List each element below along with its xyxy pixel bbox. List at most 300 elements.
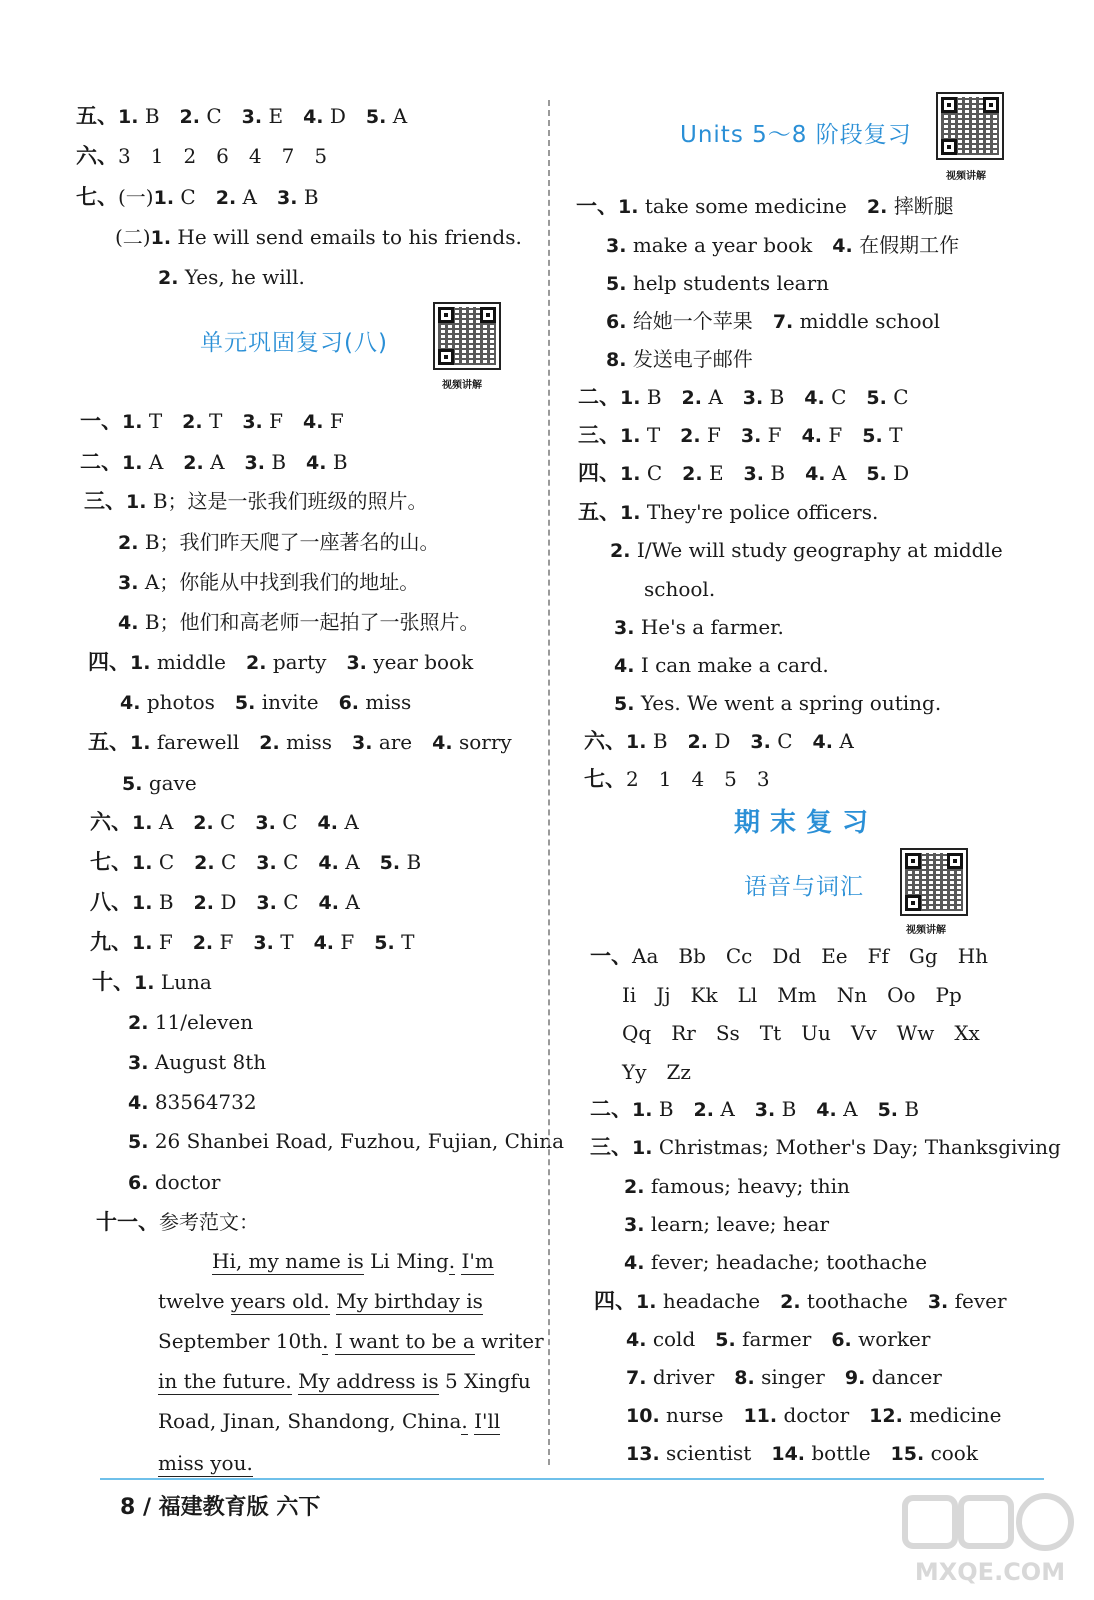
- question-number: 3.: [606, 235, 627, 257]
- answer-text: 11/eleven: [154, 1010, 254, 1034]
- answer-text: doctor: [783, 1403, 850, 1427]
- answer-text: famous; heavy; thin: [650, 1174, 850, 1198]
- answer-text: F: [828, 423, 843, 447]
- answer-line: [614, 614, 784, 641]
- answer-text: He's a farmer.: [640, 615, 784, 639]
- question-number: 4.: [303, 411, 324, 433]
- answer-text: T: [148, 409, 163, 433]
- question-number: 1.: [130, 652, 151, 674]
- watermark-text: MXQE.COM: [914, 1558, 1066, 1586]
- question-number: 3.: [740, 425, 762, 447]
- answer-line: [626, 1326, 930, 1353]
- answer-text: 在假期工作: [859, 233, 960, 257]
- answer-text: C: [282, 810, 298, 834]
- answer-text: D: [329, 104, 346, 128]
- question-number: 3.: [352, 732, 373, 754]
- qr-code-icon[interactable]: [900, 848, 968, 916]
- question-number: 1.: [126, 491, 147, 513]
- answer-line: [614, 652, 829, 679]
- question-number: 1.: [132, 892, 153, 914]
- question-number: 5.: [862, 425, 883, 447]
- essay-line: Road, Jinan, Shandong, China. I'll: [158, 1409, 501, 1433]
- section-number: 八、: [90, 890, 132, 914]
- answer-text: miss: [365, 690, 412, 714]
- essay-line: twelve years old. My birthday is: [158, 1289, 483, 1313]
- question-number: 6.: [338, 692, 360, 714]
- answer-text: T: [889, 423, 903, 447]
- qr-caption: 视频讲解: [442, 380, 482, 391]
- answer-text: Qq Rr Ss Tt Uu Vv Ww Xx: [622, 1021, 980, 1045]
- answer-line: [80, 408, 344, 435]
- question-number: 5.: [365, 106, 387, 128]
- watermark-logo: [895, 1490, 1085, 1590]
- question-number: 1.: [122, 411, 143, 433]
- answer-text: B: [646, 385, 662, 409]
- question-number: 5.: [122, 773, 143, 795]
- answer-text: driver: [652, 1365, 715, 1389]
- answer-text: A: [242, 185, 257, 209]
- answer-text: cook: [930, 1441, 978, 1465]
- answer-line: [622, 982, 962, 1008]
- answer-text: Yy Zz: [622, 1060, 691, 1084]
- question-number: 4.: [626, 1329, 647, 1351]
- footer-rule: [100, 1478, 1044, 1480]
- question-number: 4.: [120, 692, 141, 714]
- question-number: 4.: [318, 852, 339, 874]
- subsection-heading: 语音与词汇: [744, 874, 864, 900]
- answer-line: [584, 766, 770, 792]
- answer-text: I/We will study geography at middle: [636, 538, 1003, 562]
- section-number: 七、: [76, 185, 118, 209]
- qr-caption: 视频讲解: [946, 171, 986, 182]
- section-number: 七、: [584, 767, 626, 791]
- question-number: 2.: [193, 892, 214, 914]
- section-number: 四、: [578, 461, 620, 485]
- column-divider: [548, 100, 550, 1465]
- answer-text: D: [714, 729, 731, 753]
- answer-line: [594, 1288, 1007, 1315]
- answer-text: year book: [373, 650, 474, 674]
- answer-line: [158, 264, 305, 291]
- answer-text: Yes, he will.: [184, 265, 305, 289]
- answer-text: I can make a card.: [640, 653, 829, 677]
- answer-line: [606, 270, 829, 297]
- answer-text: (一): [118, 185, 154, 209]
- answer-line: [92, 969, 212, 996]
- question-number: 6.: [128, 1172, 149, 1194]
- answer-text: help students learn: [632, 271, 830, 295]
- question-number: 1.: [118, 106, 139, 128]
- question-number: 1.: [130, 732, 151, 754]
- question-number: 2.: [128, 1012, 149, 1034]
- page-footer: 8 / 福建教育版 六下: [120, 1495, 321, 1520]
- answer-line: [120, 689, 411, 716]
- section-heading: Units 5～8 阶段复习: [680, 122, 912, 148]
- question-number: 2.: [179, 106, 200, 128]
- question-number: 3.: [253, 932, 274, 954]
- question-number: 1.: [153, 187, 175, 209]
- answer-line: [610, 537, 1003, 564]
- answer-text: A；你能从中找到我们的地址。: [144, 570, 420, 594]
- answer-text: fever; headache; toothache: [650, 1250, 928, 1274]
- answer-line: [590, 1096, 919, 1123]
- section-number: 二、: [578, 385, 620, 409]
- answer-line: [128, 1128, 564, 1155]
- answer-line: [128, 1089, 257, 1116]
- answer-text: T: [208, 409, 223, 433]
- answer-line: [118, 529, 440, 556]
- answer-line: [128, 1009, 253, 1036]
- answer-text: middle school: [799, 309, 941, 333]
- answer-text: B: [158, 890, 174, 914]
- answer-text: A: [843, 1097, 858, 1121]
- answer-text: F: [767, 423, 782, 447]
- question-number: 3.: [614, 617, 635, 639]
- question-number: 2.: [693, 1099, 714, 1121]
- question-number: 4.: [801, 425, 823, 447]
- question-number: 2.: [118, 532, 139, 554]
- question-number: 2.: [246, 652, 267, 674]
- answer-text: F: [269, 409, 284, 433]
- answer-line: [626, 1402, 1002, 1429]
- answer-line: [118, 609, 480, 636]
- question-number: 5.: [715, 1329, 736, 1351]
- answer-text: B: [904, 1097, 920, 1121]
- question-number: 5.: [866, 463, 887, 485]
- section-number: 三、: [578, 423, 620, 447]
- answer-text: middle: [156, 650, 227, 674]
- answer-text: take some medicine: [644, 194, 847, 218]
- answer-text: learn; leave; hear: [650, 1212, 830, 1236]
- answer-line: [624, 1211, 829, 1238]
- question-number: 2.: [158, 267, 179, 289]
- answer-text: C: [220, 810, 236, 834]
- answer-text: medicine: [909, 1403, 1002, 1427]
- question-number: 4.: [303, 106, 324, 128]
- section-number: 六、: [90, 810, 132, 834]
- answer-text: C: [283, 890, 299, 914]
- answer-line: [576, 193, 954, 220]
- section-number: 三、: [84, 489, 126, 513]
- answer-text: make a year book: [632, 233, 813, 257]
- answer-text: They're police officers.: [646, 500, 879, 524]
- answer-line: [622, 1059, 691, 1085]
- section-number: 一、: [590, 944, 632, 968]
- answer-text: August 8th: [154, 1050, 267, 1074]
- question-number: 2.: [194, 852, 215, 874]
- question-number: 9.: [844, 1367, 866, 1389]
- question-number: 6.: [606, 311, 627, 333]
- answer-text: B: [332, 450, 348, 474]
- answer-line: [606, 232, 959, 259]
- answer-line: [578, 460, 909, 487]
- answer-text: A: [148, 450, 164, 474]
- answer-text: 给她一个苹果: [632, 309, 753, 333]
- question-number: 3.: [255, 812, 276, 834]
- essay-line: miss you.: [158, 1451, 253, 1475]
- question-number: 4.: [306, 452, 327, 474]
- answer-line: [578, 499, 878, 526]
- question-number: 4.: [812, 731, 833, 753]
- question-number: 4.: [118, 612, 139, 634]
- question-number: 2.: [681, 387, 702, 409]
- answer-text: invite: [261, 690, 319, 714]
- answer-text: farewell: [156, 730, 240, 754]
- question-number: 2.: [610, 540, 631, 562]
- question-number: 1.: [620, 387, 641, 409]
- answer-text: B；他们和高老师一起拍了一张照片。: [144, 610, 480, 634]
- answer-line: [122, 770, 197, 797]
- answer-text: Christmas; Mother's Day; Thanksgiving: [658, 1135, 1061, 1159]
- answer-text: 2 1 4 5 3: [626, 767, 770, 791]
- question-number: 1.: [632, 1137, 653, 1159]
- qr-caption: 视频讲解: [906, 925, 946, 936]
- question-number: 2.: [866, 196, 888, 218]
- answer-text: B: [769, 385, 785, 409]
- answer-text: party: [272, 650, 327, 674]
- question-number: 1.: [150, 227, 172, 249]
- answer-text: A: [344, 810, 359, 834]
- section-number: 十、: [92, 970, 134, 994]
- answer-line: [80, 449, 348, 476]
- question-number: 12.: [869, 1405, 903, 1427]
- essay-line: in the future. My address is 5 Xingfu: [158, 1369, 531, 1393]
- question-number: 14.: [771, 1443, 806, 1465]
- question-number: 5.: [379, 852, 401, 874]
- section-number: 五、: [76, 104, 118, 128]
- section-number: 一、: [80, 409, 122, 433]
- question-number: 5.: [128, 1131, 149, 1153]
- section-number: 二、: [80, 450, 122, 474]
- answer-text: 83564732: [154, 1090, 257, 1114]
- answer-line: [614, 690, 941, 717]
- answer-text: miss: [286, 730, 332, 754]
- question-number: 5.: [614, 693, 635, 715]
- answer-line: [584, 728, 854, 755]
- question-number: 2.: [624, 1176, 645, 1198]
- answer-text: C: [206, 104, 222, 128]
- answer-text: nurse: [666, 1403, 724, 1427]
- question-number: 3.: [277, 187, 298, 209]
- question-number: 13.: [626, 1443, 660, 1465]
- question-number: 8.: [606, 349, 627, 371]
- question-number: 15.: [890, 1443, 925, 1465]
- answer-line: [90, 889, 360, 916]
- answer-text: He will send emails to his friends.: [177, 225, 522, 249]
- answer-line: [76, 103, 407, 130]
- answer-line: [76, 184, 319, 211]
- question-number: 1.: [132, 932, 153, 954]
- question-number: 3.: [624, 1214, 645, 1236]
- answer-line: [90, 929, 414, 956]
- question-number: 3.: [750, 731, 771, 753]
- answer-line: [118, 569, 419, 596]
- question-number: 1.: [134, 972, 155, 994]
- answer-text: 26 Shanbei Road, Fuzhou, Fujian, China: [154, 1129, 565, 1153]
- answer-text: scientist: [666, 1441, 752, 1465]
- answer-line: [76, 143, 327, 169]
- question-number: 1.: [620, 502, 641, 524]
- question-number: 1.: [620, 463, 641, 485]
- answer-line: [622, 1020, 980, 1046]
- answer-text: C: [158, 850, 175, 874]
- qr-code-icon[interactable]: [433, 302, 501, 370]
- question-number: 1.: [132, 852, 153, 874]
- question-number: 5.: [866, 387, 887, 409]
- answer-text: toothache: [806, 1289, 908, 1313]
- answer-text: C: [220, 850, 237, 874]
- answer-text: C: [180, 185, 196, 209]
- question-number: 4.: [624, 1252, 645, 1274]
- question-number: 4.: [816, 1099, 837, 1121]
- question-number: 3.: [256, 852, 277, 874]
- answer-line: [88, 729, 512, 756]
- question-number: 4.: [614, 655, 635, 677]
- question-number: 3.: [256, 892, 277, 914]
- question-number: 4.: [432, 732, 453, 754]
- answer-line: [606, 346, 753, 373]
- question-number: 2.: [682, 463, 703, 485]
- question-number: 1.: [132, 812, 153, 834]
- question-number: 7.: [626, 1367, 647, 1389]
- section-number: 六、: [76, 144, 118, 168]
- answer-text: Ii Jj Kk Ll Mm Nn Oo Pp: [622, 983, 962, 1007]
- answer-text: B: [652, 729, 668, 753]
- answer-text: B: [303, 185, 319, 209]
- answer-text: A: [708, 385, 723, 409]
- section-number: 七、: [90, 850, 132, 874]
- section-heading: 期末复习: [734, 808, 879, 838]
- question-number: 10.: [626, 1405, 660, 1427]
- answer-text: A: [831, 461, 847, 485]
- question-number: 1.: [626, 731, 647, 753]
- answer-line: [624, 1173, 850, 1200]
- answer-text: school.: [644, 577, 716, 601]
- section-number: 二、: [590, 1097, 632, 1121]
- answer-text: doctor: [154, 1170, 221, 1194]
- question-number: 3.: [754, 1099, 776, 1121]
- answer-line: [644, 576, 715, 602]
- answer-text: 3 1 2 6 4 7 5: [118, 144, 328, 168]
- answer-text: D: [220, 890, 237, 914]
- section-number: 三、: [590, 1135, 632, 1159]
- answer-text: C: [893, 385, 909, 409]
- answer-line: [626, 1364, 942, 1391]
- question-number: 8.: [734, 1367, 755, 1389]
- answer-text: F: [158, 930, 173, 954]
- answer-text: A: [158, 810, 174, 834]
- section-number: 九、: [90, 930, 132, 954]
- question-number: 1.: [632, 1099, 653, 1121]
- answer-text: A: [392, 104, 408, 128]
- answer-text: A: [720, 1097, 735, 1121]
- section-number: 十一、: [96, 1210, 159, 1234]
- answer-text: E: [268, 104, 284, 128]
- answer-text: farmer: [742, 1327, 812, 1351]
- answer-text: T: [646, 423, 661, 447]
- question-number: 2.: [780, 1291, 801, 1313]
- answer-text: 参考范文：: [159, 1210, 259, 1234]
- answer-line: [606, 308, 940, 335]
- question-number: 1.: [620, 425, 641, 447]
- answer-text: singer: [761, 1365, 825, 1389]
- answer-text: Aa Bb Cc Dd Ee Ff Gg Hh: [632, 944, 989, 968]
- answer-text: B；我们昨天爬了一座著名的山。: [144, 530, 440, 554]
- section-number: 五、: [578, 500, 620, 524]
- answer-text: F: [340, 930, 355, 954]
- question-number: 1.: [618, 196, 639, 218]
- qr-code-icon[interactable]: [936, 92, 1004, 160]
- answer-text: B: [144, 104, 160, 128]
- answer-text: B: [781, 1097, 797, 1121]
- question-number: 3.: [128, 1052, 149, 1074]
- answer-text: Yes. We went a spring outing.: [640, 691, 942, 715]
- question-number: 3.: [927, 1291, 949, 1313]
- answer-text: photos: [146, 690, 215, 714]
- question-number: 2.: [183, 452, 204, 474]
- question-number: 5.: [877, 1099, 899, 1121]
- question-number: 4.: [805, 463, 826, 485]
- question-number: 5.: [606, 273, 627, 295]
- answer-line: [90, 809, 359, 836]
- answer-line: [128, 1169, 221, 1196]
- question-number: 4.: [832, 235, 853, 257]
- answer-line: [90, 849, 421, 876]
- question-number: 2.: [192, 932, 214, 954]
- question-number: 3.: [244, 452, 265, 474]
- answer-text: B: [406, 850, 422, 874]
- question-number: 4.: [804, 387, 825, 409]
- question-number: 2.: [259, 732, 280, 754]
- answer-line: [590, 1134, 1061, 1161]
- answer-text: (二): [115, 225, 151, 249]
- section-number: 四、: [88, 650, 130, 674]
- question-number: 4.: [128, 1092, 149, 1114]
- question-number: 5.: [234, 692, 256, 714]
- answer-line: [96, 1209, 259, 1235]
- question-number: 4.: [318, 892, 339, 914]
- answer-text: F: [329, 409, 344, 433]
- answer-text: 摔断腿: [893, 194, 954, 218]
- question-number: 2.: [182, 411, 203, 433]
- answer-text: C: [283, 850, 299, 874]
- question-number: 3.: [742, 387, 764, 409]
- section-number: 一、: [576, 194, 618, 218]
- answer-text: F: [706, 423, 721, 447]
- section-heading: 单元巩固复习(八): [200, 330, 388, 356]
- question-number: 11.: [743, 1405, 778, 1427]
- answer-text: A: [345, 890, 360, 914]
- answer-line: [578, 384, 909, 411]
- answer-text: B；这是一张我们班级的照片。: [152, 489, 428, 513]
- essay-line: Hi, my name is Li Ming. I'm: [212, 1249, 494, 1273]
- question-number: 2.: [680, 425, 701, 447]
- section-number: 六、: [584, 729, 626, 753]
- question-number: 1.: [636, 1291, 657, 1313]
- answer-text: E: [708, 461, 724, 485]
- answer-text: fever: [954, 1289, 1007, 1313]
- answer-text: A: [210, 450, 225, 474]
- section-number: 五、: [88, 730, 130, 754]
- answer-text: gave: [148, 771, 197, 795]
- answer-text: are: [378, 730, 413, 754]
- question-number: 6.: [831, 1329, 852, 1351]
- section-number: 四、: [594, 1289, 636, 1313]
- answer-line: [84, 488, 428, 515]
- answer-line: [624, 1249, 927, 1276]
- question-number: 3.: [241, 106, 263, 128]
- answer-text: dancer: [871, 1365, 942, 1389]
